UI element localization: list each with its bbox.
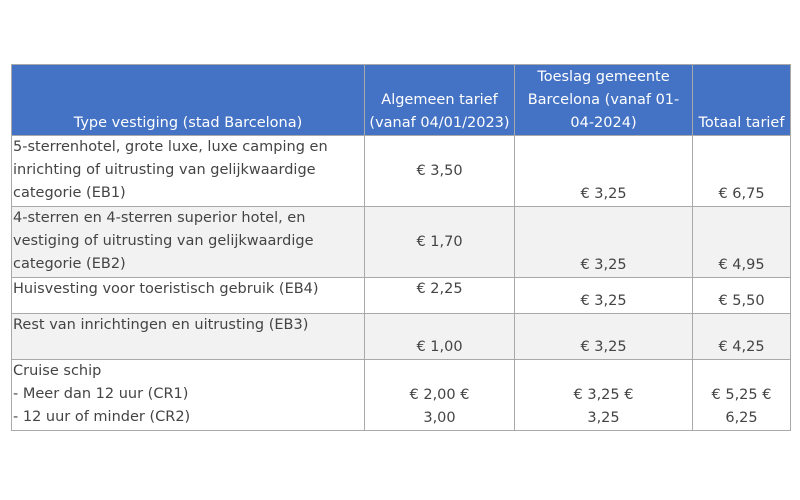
header-type: Type vestiging (stad Barcelona) bbox=[12, 65, 365, 136]
row-type: Huisvesting voor toeristisch gebruik (EB4) bbox=[12, 278, 365, 314]
row-general-rate: € 2,00 € 3,00 bbox=[365, 360, 515, 431]
table-row bbox=[12, 360, 791, 431]
row-total: € 4,95 bbox=[693, 207, 791, 278]
table-row bbox=[12, 136, 791, 207]
row-general-rate: € 2,25 bbox=[365, 278, 515, 314]
table-row bbox=[12, 278, 791, 314]
row-general-rate: € 3,50 bbox=[365, 136, 515, 207]
row-total: € 5,50 bbox=[693, 278, 791, 314]
row-general-rate: € 1,00 bbox=[365, 314, 515, 360]
header-general-rate: Algemeen tarief (vanaf 04/01/2023) bbox=[365, 65, 515, 136]
row-surcharge: € 3,25 bbox=[515, 314, 693, 360]
row-type: 5-sterrenhotel, grote luxe, luxe camping en inrichting of uitrusting van gelijkwaardige categorie (EB1) bbox=[12, 136, 365, 207]
row-surcharge: € 3,25 bbox=[515, 207, 693, 278]
row-type: Cruise schip - Meer dan 12 uur (CR1) - 12 uur of minder (CR2) bbox=[12, 360, 365, 431]
header-surcharge: Toeslag gemeente Barcelona (vanaf 01-04-2024) bbox=[515, 65, 693, 136]
table-header-row bbox=[12, 65, 791, 136]
table-row bbox=[12, 314, 791, 360]
row-surcharge: € 3,25 € 3,25 bbox=[515, 360, 693, 431]
row-surcharge: € 3,25 bbox=[515, 136, 693, 207]
table-row bbox=[12, 207, 791, 278]
row-total: € 6,75 bbox=[693, 136, 791, 207]
row-surcharge: € 3,25 bbox=[515, 278, 693, 314]
header-total-rate: Totaal tarief bbox=[693, 65, 791, 136]
row-type: Rest van inrichtingen en uitrusting (EB3) bbox=[12, 314, 365, 360]
row-type: 4-sterren en 4-sterren superior hotel, en vestiging of uitrusting van gelijkwaardige categorie (EB2) bbox=[12, 207, 365, 278]
row-total: € 4,25 bbox=[693, 314, 791, 360]
row-total: € 5,25 € 6,25 bbox=[693, 360, 791, 431]
row-general-rate: € 1,70 bbox=[365, 207, 515, 278]
tax-rate-table bbox=[11, 64, 791, 431]
